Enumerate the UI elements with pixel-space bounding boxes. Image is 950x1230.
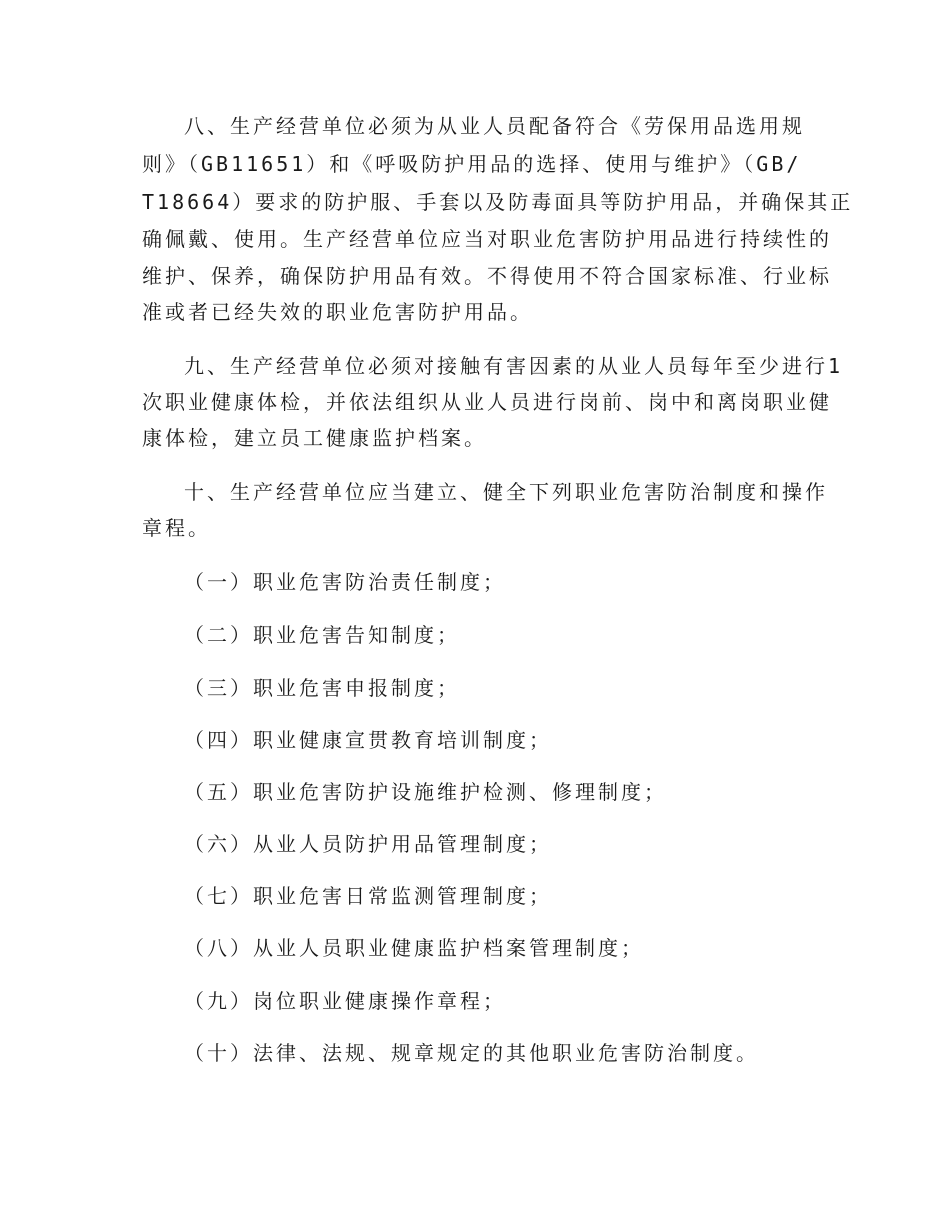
paragraph-10-line-1: 十、生产经营单位应当建立、健全下列职业危害防治制度和操作	[184, 480, 828, 504]
paragraph-8-line-3: T18664）要求的防护服、手套以及防毒面具等防护用品，并确保其正	[142, 190, 854, 214]
paragraph-8-line-4: 确佩戴、使用。生产经营单位应当对职业危害防护用品进行持续性的	[142, 227, 832, 251]
paragraph-9-line-1: 九、生产经营单位必须对接触有害因素的从业人员每年至少进行1	[184, 354, 844, 378]
paragraph-8-line-2: 则》（GB11651）和《呼吸防护用品的选择、使用与维护》（GB/	[142, 152, 802, 176]
paragraph-8-line-5: 维护、保养，确保防护用品有效。不得使用不符合国家标准、行业标	[142, 264, 832, 288]
list-item: （五）职业危害防护设施维护检测、修理制度；	[184, 780, 667, 804]
paragraph-9-line-2: 次职业健康体检，并依法组织从业人员进行岗前、岗中和离岗职业健	[142, 390, 832, 414]
list-item: （九）岗位职业健康操作章程；	[184, 989, 506, 1013]
list-item: （八）从业人员职业健康监护档案管理制度；	[184, 936, 644, 960]
paragraph-8-line-6: 准或者已经失效的职业危害防护用品。	[142, 300, 533, 324]
list-item: （十）法律、法规、规章规定的其他职业危害防治制度。	[184, 1041, 759, 1065]
paragraph-10-line-2: 章程。	[142, 516, 211, 540]
paragraph-8-line-1: 八、生产经营单位必须为从业人员配备符合《劳保用品选用规	[184, 114, 805, 138]
list-item: （四）职业健康宣贯教育培训制度；	[184, 728, 552, 752]
list-item: （三）职业危害申报制度；	[184, 676, 460, 700]
list-item: （二）职业危害告知制度；	[184, 623, 460, 647]
list-item: （六）从业人员防护用品管理制度；	[184, 832, 552, 856]
list-item: （一）职业危害防治责任制度；	[184, 570, 506, 594]
list-item: （七）职业危害日常监测管理制度；	[184, 884, 552, 908]
paragraph-9-line-3: 康体检，建立员工健康监护档案。	[142, 426, 487, 450]
